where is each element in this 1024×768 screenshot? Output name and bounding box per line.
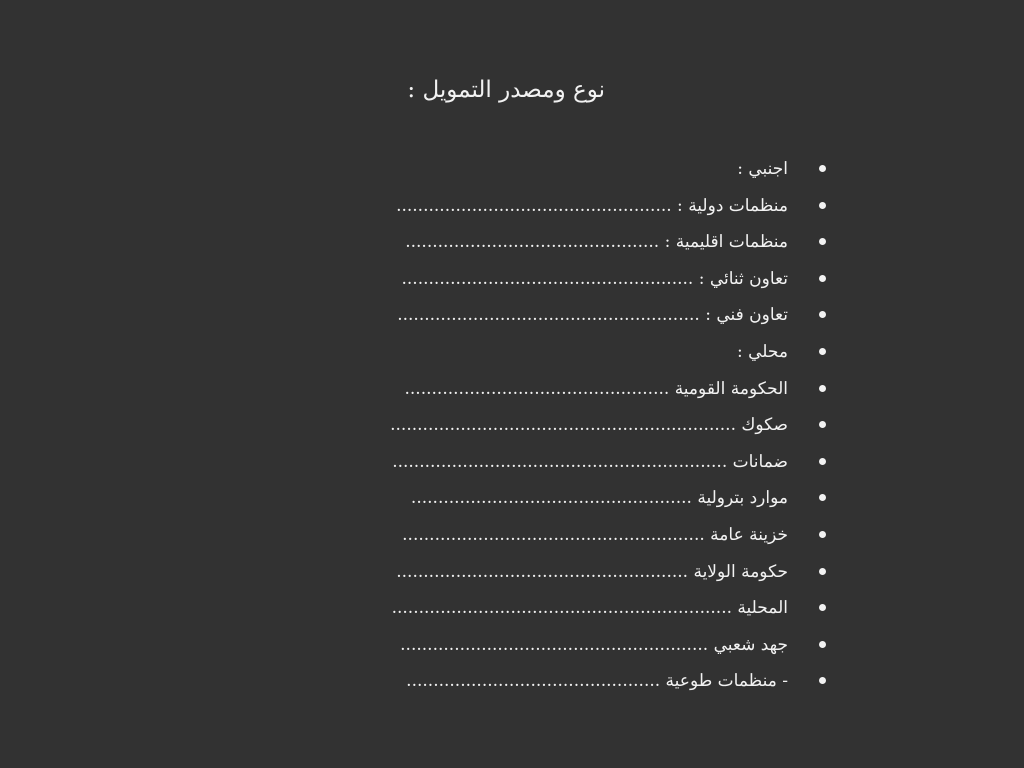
bullet-icon bbox=[819, 275, 826, 282]
bullet-icon bbox=[819, 641, 826, 648]
list-item-text: منظمات دولية : ................................................... bbox=[396, 195, 788, 216]
bullet-icon bbox=[819, 311, 826, 318]
list-item-text: الحكومة القومية ................................................. bbox=[404, 378, 788, 399]
list-item-text: صكوك ................................................................ bbox=[390, 415, 788, 436]
list-item bbox=[380, 555, 830, 592]
list-item bbox=[380, 628, 830, 665]
list-item bbox=[380, 664, 830, 701]
bullet-icon bbox=[819, 531, 826, 538]
list-item bbox=[380, 225, 830, 262]
list-item bbox=[380, 518, 830, 555]
bullet-icon bbox=[819, 458, 826, 465]
list-item bbox=[380, 591, 830, 628]
list-item-text: حكومة الولاية ...................................................... bbox=[396, 561, 788, 582]
list-item bbox=[380, 298, 830, 335]
list-item-text: اجنبي : bbox=[737, 159, 788, 179]
bullet-icon bbox=[819, 677, 826, 684]
list-item-text: تعاون ثنائي : ...................................................... bbox=[401, 268, 788, 289]
list-item-text: - منظمات طوعية ............................................... bbox=[406, 671, 788, 692]
bullet-icon bbox=[819, 568, 826, 575]
bullet-icon bbox=[819, 421, 826, 428]
bullet-icon bbox=[819, 604, 826, 611]
list-item bbox=[380, 335, 830, 372]
list-item-text: ضمانات .............................................................. bbox=[392, 451, 788, 472]
list-item bbox=[380, 372, 830, 409]
funding-source-list bbox=[380, 152, 830, 701]
list-item bbox=[380, 262, 830, 299]
list-item bbox=[380, 408, 830, 445]
list-item-text: منظمات اقليمية : ............................................... bbox=[405, 232, 788, 253]
list-item-text: موارد بترولية .................................................... bbox=[410, 488, 788, 509]
bullet-icon bbox=[819, 348, 826, 355]
bullet-icon bbox=[819, 202, 826, 209]
list-item-text: تعاون فني : ........................................................ bbox=[397, 305, 788, 326]
bullet-icon bbox=[819, 238, 826, 245]
bullet-icon bbox=[819, 165, 826, 172]
list-item bbox=[380, 152, 830, 189]
list-item bbox=[380, 189, 830, 226]
bullet-icon bbox=[819, 385, 826, 392]
list-item bbox=[380, 481, 830, 518]
list-item-text: جهد شعبي ......................................................... bbox=[400, 634, 788, 655]
list-item-text: المحلية ............................................................... bbox=[391, 598, 788, 619]
list-item-text: خزينة عامة ........................................................ bbox=[402, 524, 788, 545]
list-item bbox=[380, 445, 830, 482]
list-item-text: محلي : bbox=[736, 341, 788, 362]
bullet-icon bbox=[819, 494, 826, 501]
slide-title: نوع ومصدر التمويل : bbox=[407, 77, 605, 103]
